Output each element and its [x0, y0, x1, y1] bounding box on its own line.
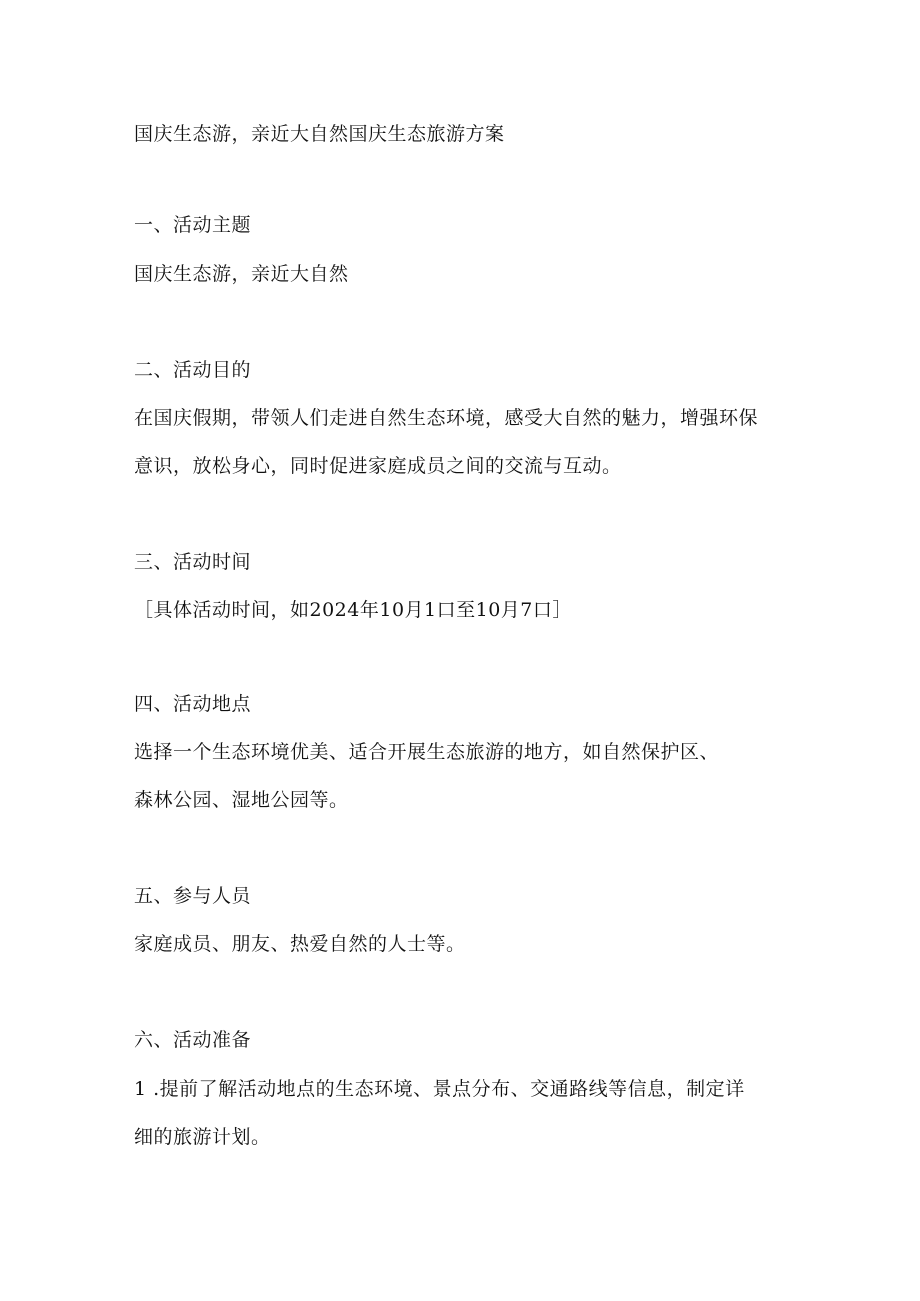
- section-heading-preparation: 六、活动准备: [134, 1029, 252, 1051]
- section-text-preparation-line-2: 细的旅游计划。: [134, 1126, 271, 1148]
- section-text-theme: 国庆生态游，亲近大自然: [134, 263, 349, 285]
- section-text-location-line-1: 选择一个生态环境优美、适合开展生态旅游的地方，如自然保护区、: [134, 741, 720, 763]
- section-heading-location: 四、活动地点: [134, 693, 252, 715]
- section-text-preparation-line-1: 1 .提前了解活动地点的生态环境、景点分布、交通路线等信息，制定详: [134, 1078, 745, 1100]
- document-title: 国庆生态游，亲近大自然国庆生态旅游方案: [134, 123, 505, 145]
- section-text-purpose-line-1: 在国庆假期，带领人们走进自然生态环境，感受大自然的魅力，增强环保: [134, 407, 759, 429]
- section-heading-purpose: 二、活动目的: [134, 359, 252, 381]
- section-text-time: ［具体活动时间，如2024年10月1口至10月7口］: [134, 599, 572, 621]
- section-heading-time: 三、活动时间: [134, 551, 252, 573]
- section-text-participants: 家庭成员、朋友、热爱自然的人士等。: [134, 933, 466, 955]
- section-text-location-line-2: 森林公园、湿地公园等。: [134, 789, 349, 811]
- section-heading-participants: 五、参与人员: [134, 885, 252, 907]
- section-heading-theme: 一、活动主题: [134, 214, 252, 236]
- section-text-purpose-line-2: 意识，放松身心，同时促进家庭成员之间的交流与互动。: [134, 455, 622, 477]
